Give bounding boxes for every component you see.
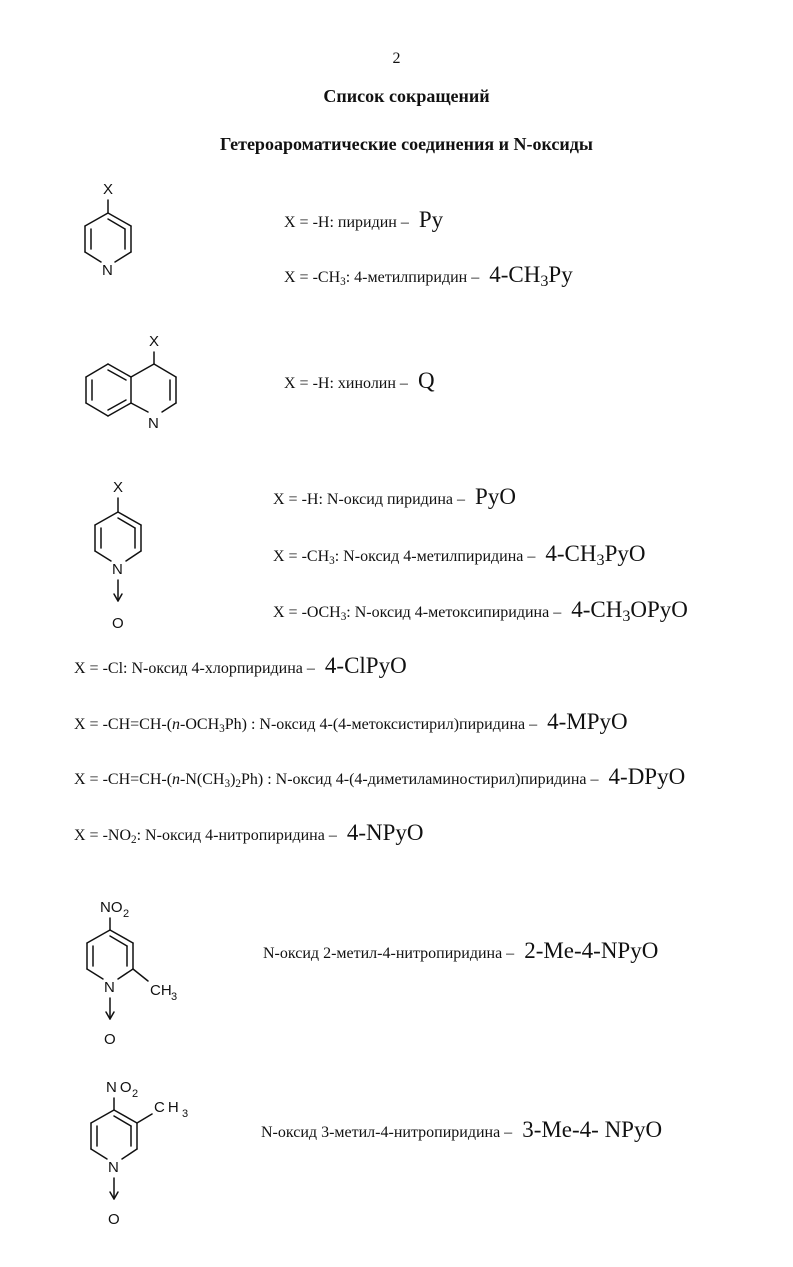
abbreviation: 2-Me-4-NPyO: [524, 938, 659, 963]
abbreviation: 3-Me-4- NPyO: [522, 1117, 663, 1142]
page-title: Список сокращений: [323, 86, 490, 106]
abbreviation: 4-ClPyO: [324, 653, 407, 678]
ring-n-label: N: [148, 415, 159, 432]
entry-4-methoxypyridine-n-oxide: $X = -OCH_3$: N-оксид 4-метоксипиридина – $4-CH_3OPyO$: [273, 597, 688, 626]
methyl-ch-label: CH: [150, 982, 172, 999]
entry-pyridine-n-oxide: X = -H: N-оксид пиридина – PyO: [273, 484, 516, 509]
pyridine-structure: [70, 178, 150, 290]
abbreviation: Py: [418, 207, 444, 232]
abbreviation: $4-CH_3Py$: [489, 262, 573, 291]
entry-quinoline: X = -H: хинолин – Q: [284, 368, 435, 393]
page-number: 2: [392, 50, 401, 67]
substituent-x-label: X: [149, 333, 160, 350]
nitro-sub-label: 2: [123, 908, 130, 920]
abbreviation: 4-NPyO: [346, 820, 424, 845]
2-methyl-4-nitropyridine-n-oxide-structure: [64, 892, 204, 1052]
abbreviation: $4-CH_3OPyO$: [571, 597, 688, 626]
oxide-o-label: O: [112, 615, 124, 632]
nitro-no-label: NO: [106, 1079, 135, 1096]
entry-2-methyl-4-nitropyridine-n-oxide: N-оксид 2-метил-4-нитропиридина – 2-Me-4-NPyO: [263, 938, 659, 963]
methyl-ch-label: CH: [154, 1099, 182, 1116]
substituent-x-label: X: [103, 181, 114, 198]
oxide-o-label: O: [104, 1031, 116, 1048]
ring-n-label: N: [108, 1159, 119, 1176]
3-methyl-4-nitropyridine-n-oxide-structure: [66, 1072, 216, 1232]
entry-4-methylpyridine-n-oxide: $X = -CH_3$: N-оксид 4-метилпиридина – $4-CH_3PyO$: [273, 541, 646, 570]
ring-n-label: N: [102, 262, 113, 279]
methyl-sub-label: 3: [182, 1108, 189, 1120]
entry-4-methylpyridine: $X = -CH_3$: 4-метилпиридин – $4-CH_3Py$: [284, 262, 573, 291]
abbreviation: PyO: [475, 484, 516, 509]
substituent-x-label: X: [113, 479, 124, 496]
abbreviation: Q: [417, 368, 435, 393]
ring-n-label: N: [112, 561, 123, 578]
entry-4-dimethylaminostyryl-pyridine-n-oxide: $X = -CH=CH-(n-N(CH_3)_2Ph)$ : N-оксид 4-(4-диметиламиностирил)пиридина – 4-DPyO: [74, 764, 686, 790]
nitro-sub-label: 2: [132, 1088, 139, 1100]
quinoline-structure: [76, 330, 196, 440]
entry-4-chloropyridine-n-oxide: X = -Cl: N-оксид 4-хлорпиридина – 4-ClPyO: [74, 653, 407, 678]
abbreviation: 4-DPyO: [608, 764, 686, 789]
entry-pyridine: X = -H: пиридин – Py: [284, 207, 444, 232]
oxide-o-label: O: [108, 1211, 120, 1228]
section-title: Гетероароматические соединения и N-оксиды: [220, 134, 593, 154]
abbreviation: 4-MPyO: [547, 709, 628, 734]
abbreviation: $4-CH_3PyO$: [545, 541, 646, 570]
nitro-no-label: NO: [100, 899, 123, 916]
entry-4-nitropyridine-n-oxide: $X = -NO_2$: N-оксид 4-нитропиридина – 4-NPyO: [74, 820, 424, 846]
entry-3-methyl-4-nitropyridine-n-oxide: N-оксид 3-метил-4-нитропиридина – 3-Me-4- NPyO: [261, 1117, 663, 1142]
entry-4-methoxystyryl-pyridine-n-oxide: $X = -CH=CH-(n-OCH_3Ph)$ : N-оксид 4-(4-метоксистирил)пиридина – 4-MPyO: [74, 709, 628, 735]
pyridine-n-oxide-structure: [82, 476, 162, 636]
methyl-sub-label: 3: [171, 991, 178, 1003]
ring-n-label: N: [104, 979, 115, 996]
